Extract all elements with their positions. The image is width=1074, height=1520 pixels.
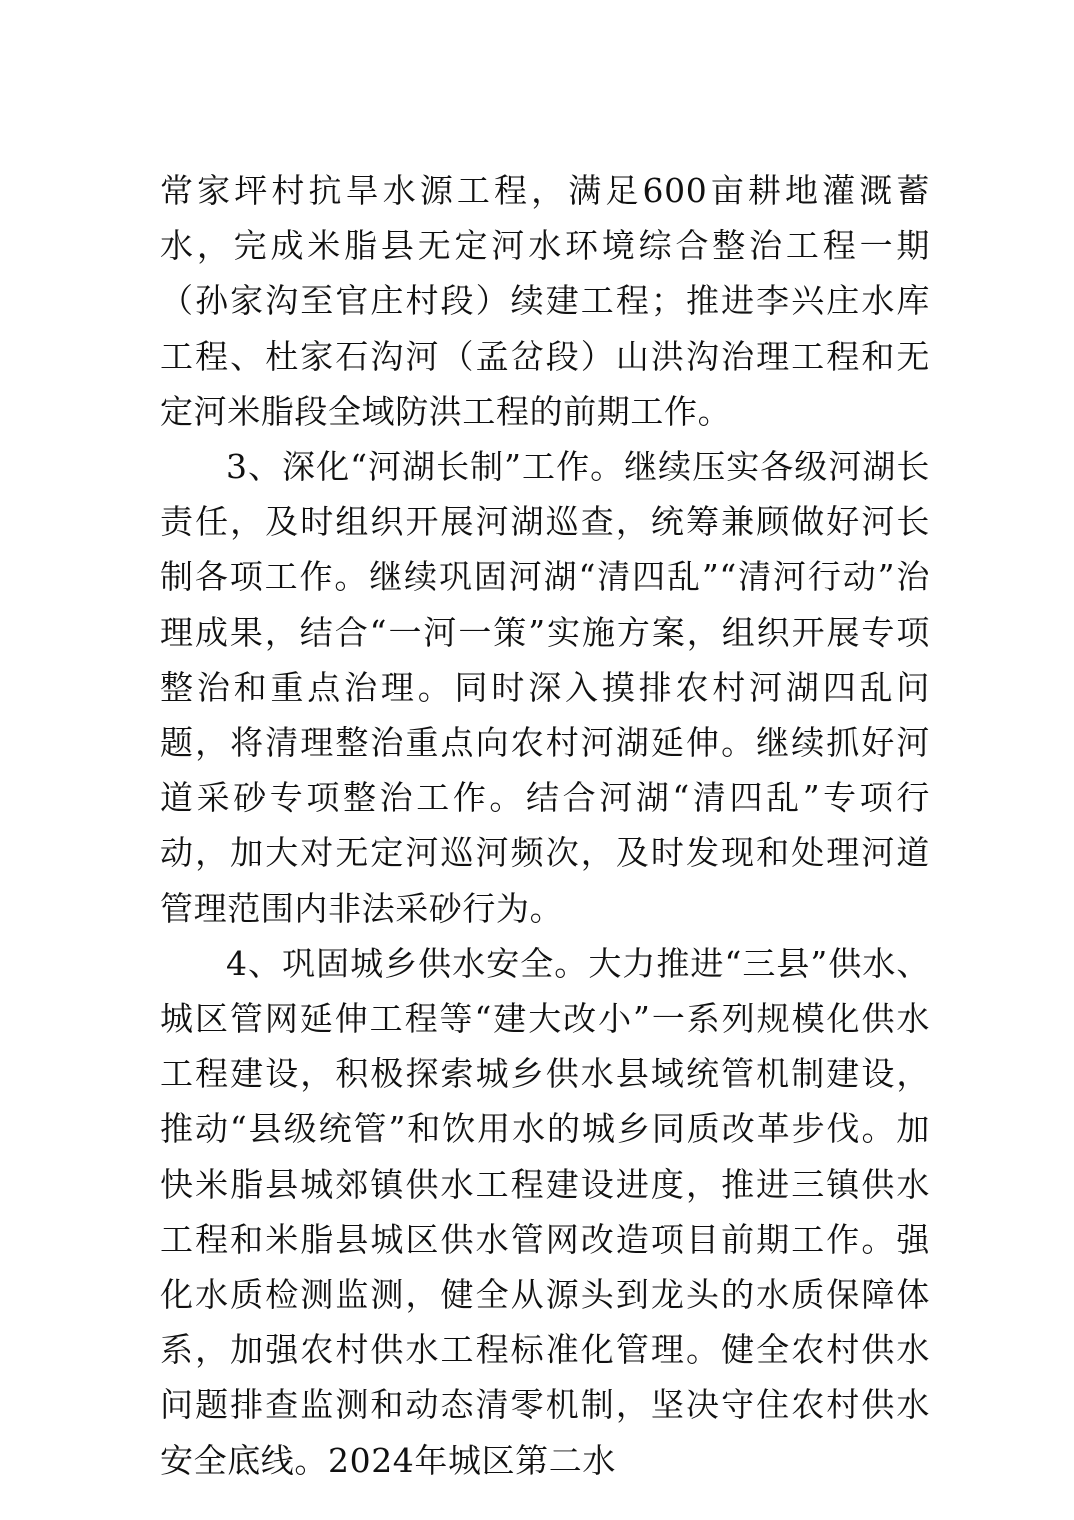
paragraph-water-supply-safety: 4、巩固城乡供水安全。大力推进“三县”供水、城区管网延伸工程等“建大改小”一系列规模化供水工程建设，积极探索城乡供水县域统管机制建设，推动“县级统管”和饮用水的城乡同质改革步伐。加快米脂县城郊镇供水工程建设进度，推进三镇供水工程和米脂县城区供水管网改造项目前期工作。强化水质检测监测，健全从源头到龙头的水质保障体系，加强农村供水工程标准化管理。健全农村供水问题排查监测和动态清零机制，坚决守住农村供水安全底线。2024年城区第二水 <box>160 943 930 1480</box>
paragraph-river-lake-chief: 3、深化“河湖长制”工作。继续压实各级河湖长责任，及时组织开展河湖巡查，统筹兼顾做好河长制各项工作。继续巩固河湖“清四乱”“清河行动”治理成果，结合“一河一策”实施方案，组织开展专项整治和重点治理。同时深入摸排农村河湖四乱问题，将清理整治重点向农村河湖延伸。继续抓好河道采砂专项整治工作。结合河湖“清四乱”专项行动，加大对无定河巡河频次，及时发现和处理河道管理范围内非法采砂行为。 <box>160 447 930 928</box>
document-body <box>160 163 930 1488</box>
paragraph-water-projects: 常家坪村抗旱水源工程，满足600亩耕地灌溉蓄水，完成米脂县无定河水环境综合整治工程一期（孙家沟至官庄村段）续建工程；推进李兴庄水库工程、杜家石沟河（孟岔段）山洪沟治理工程和无定河米脂段全域防洪工程的前期工作。 <box>160 171 930 431</box>
